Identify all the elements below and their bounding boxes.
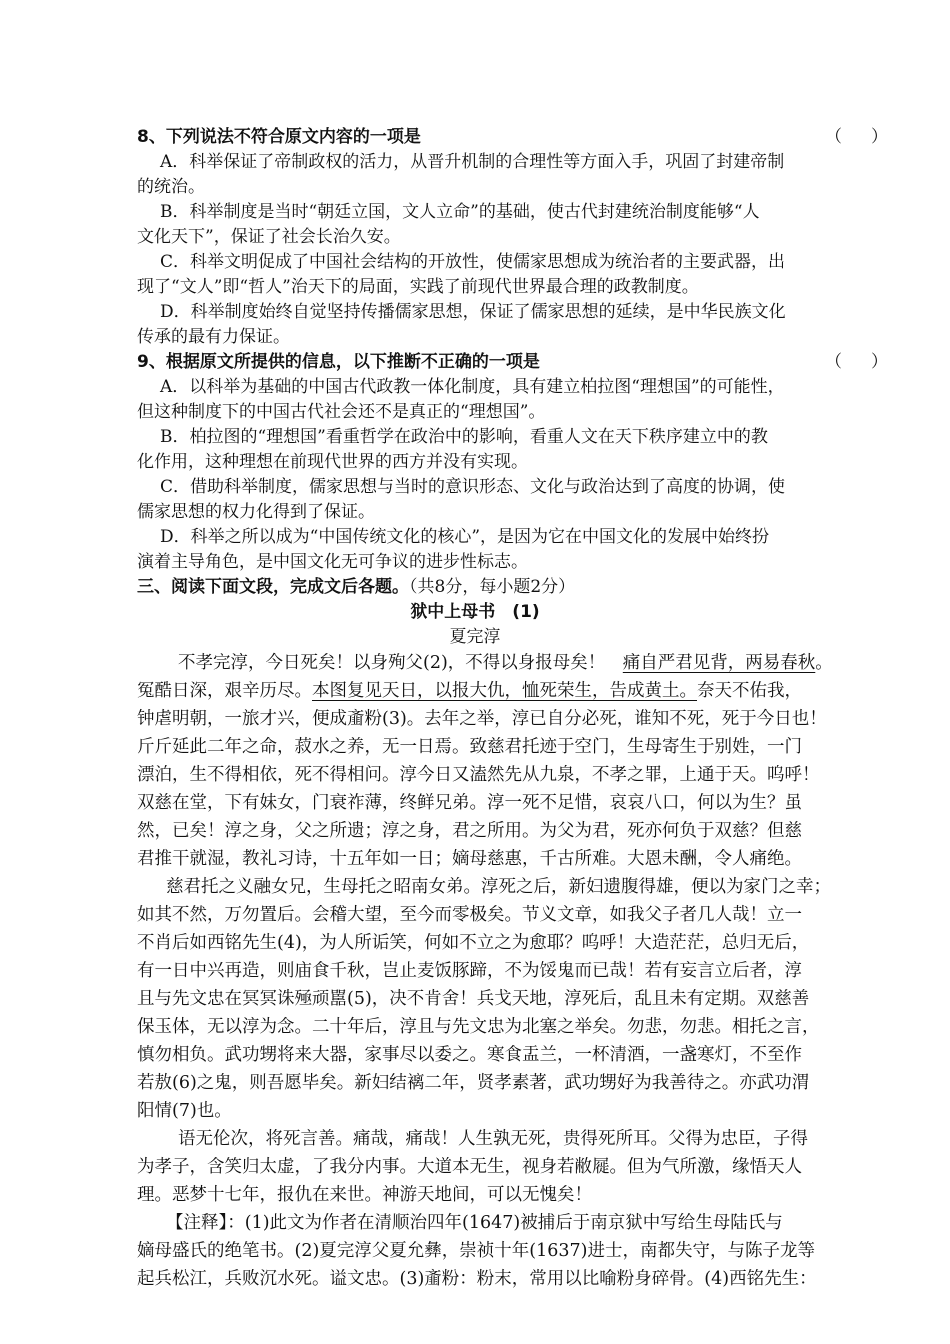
question-9-stem xyxy=(137,350,894,375)
question-8-answer-blank: （ ） xyxy=(825,127,894,147)
paragraph-2-line: 如其不然，万勿置后。会稽大望，至今而零极矣。节义文章，如我父子者几人哉！立一 xyxy=(137,905,802,925)
paragraph-2-line: 保玉体，无以淳为念。二十年后，淳且与先文忠为北塞之举矣。勿悲，勿悲。相托之言， xyxy=(137,1017,820,1037)
section-3-heading xyxy=(137,575,817,600)
paragraph-2-line: 不肖后如西铭先生(4)，为人所诟笑，何如不立之为愈耶？呜呼！大造茫茫，总归无后， xyxy=(137,933,810,953)
underlined-sentence: 本图复见天日，以报大仇，恤死荣生，告成黄土。 xyxy=(312,681,697,701)
question-8-text: 8、下列说法不符合原文内容的一项是 xyxy=(137,127,421,147)
section-3-title: 三、阅读下面文段，完成文后各题。 xyxy=(137,577,409,597)
notes-label: 【注释】： xyxy=(166,1213,245,1233)
paragraph-1-line xyxy=(137,733,817,761)
question-9-answer-blank: （ ） xyxy=(825,352,894,372)
text-run: 冤酷日深，艰辛历尽。 xyxy=(137,681,312,701)
q9-option-b-line2: 化作用，这种理想在前现代世界的西方并没有实现。 xyxy=(137,452,528,472)
q8-option-d-line2: 传承的最有力保证。 xyxy=(137,327,290,347)
paragraph-1-line xyxy=(137,761,820,789)
paragraph-2-line: 慎勿相负。武功甥将来大器，家事尽以委之。寒食盂兰，一杯清酒，一盏寒灯，不至作 xyxy=(137,1045,802,1065)
q8-option-c-line1: C．科举文明促成了中国社会结构的开放性，使儒家思想成为统治者的主要武器，出 xyxy=(160,252,786,272)
underlined-sentence: 痛自严君见背，两易春秋 xyxy=(622,653,816,673)
q8-option-a-line1: A．科举保证了帝制政权的活力，从晋升机制的合理性等方面入手，巩固了封建帝制 xyxy=(160,152,785,172)
text-run: 双慈在堂，下有妹女，门衰祚薄，终鲜兄弟。淳一死不足惜，哀哀八口，何以为生？虽 xyxy=(137,793,802,813)
paragraph-1-line xyxy=(137,705,827,733)
paragraph-2-line: 若敖(6)之鬼，则吾愿毕矣。新妇结褵二年，贤孝素著，武功甥好为我善待之。亦武功渭 xyxy=(137,1073,810,1093)
q9-option-a-line1: A．以科举为基础的中国古代政教一体化制度，具有建立柏拉图“理想国”的可能性， xyxy=(160,377,785,397)
text-run: 斤斤延此二年之命，菽水之养，无一日焉。致慈君托迹于空门，生母寄生于别姓，一门 xyxy=(137,737,802,757)
note-line xyxy=(137,1265,817,1293)
paragraph-2-line: 且与先文忠在冥冥诛殛顽嚚(5)，决不肯舍！兵戈天地，淳死后，乱且未有定期。双慈善 xyxy=(137,989,810,1009)
q9-option-c-line2: 儒家思想的权力化得到了保证。 xyxy=(137,502,375,522)
question-9-text: 9、根据原文所提供的信息，以下推断不正确的一项是 xyxy=(137,352,540,372)
text-run: 君推干就湿，教礼习诗，十五年如一日；嫡母慈惠，千古所难。大恩未酬，令人痛绝。 xyxy=(137,849,802,869)
section-3-score-note: （共8分，每小题2分） xyxy=(409,577,576,597)
q9-option-c-line1: C．借助科举制度，儒家思想与当时的意识形态、文化与政治达到了高度的协调，使 xyxy=(160,477,786,497)
note-text: 起兵松江，兵败沉水死。谥文忠。(3)齑粉：粉末，常用以比喻粉身碎骨。(4)西铭先生： xyxy=(137,1269,817,1289)
q8-option-c-line2: 现了“文人”即“哲人”治天下的局面，实践了前现代世界最合理的政教制度。 xyxy=(137,277,699,297)
note-text: (1)此文为作者在清顺治四年(1647)被捕后于南京狱中写给生母陆氏与 xyxy=(244,1213,783,1233)
text-run: 奈天不佑我， xyxy=(697,681,802,701)
passage-author: 夏完淳 xyxy=(449,627,501,647)
paragraph-2-line: 慈君托之义融女兄，生母托之昭南女弟。淳死之后，新妇遗腹得雄，便以为家门之幸； xyxy=(166,877,831,897)
paragraph-2-line: 有一日中兴再造，则庙食千秋，岂止麦饭豚蹄，不为馁鬼而已哉！若有妄言立后者，淳 xyxy=(137,961,802,981)
paragraph-1-line xyxy=(137,677,817,705)
text-run: 。 xyxy=(815,653,833,673)
text-run: 然，已矣！淳之身，父之所遗；淳之身，君之所用。为父为君，死亦何负于双慈？但慈 xyxy=(137,821,802,841)
q9-option-d-line2: 演着主导角色，是中国文化无可争议的进步性标志。 xyxy=(137,552,528,572)
paragraph-3-line: 语无伦次，将死言善。痛哉，痛哉！人生孰无死，贵得死所耳。父得为忠臣，子得 xyxy=(178,1129,808,1149)
q8-option-a-line2: 的统治。 xyxy=(137,177,205,197)
paragraph-1-line xyxy=(178,649,833,677)
paragraph-3-line: 理。恶梦十七年，报仇在来世。神游天地间，可以无愧矣！ xyxy=(137,1185,592,1205)
note-line xyxy=(137,1237,817,1265)
paragraph-3-line: 为孝子，含笑归太虚，了我分内事。大道本无生，视身若敝屣。但为气所激，缘悟天人 xyxy=(137,1157,802,1177)
q9-option-d-line1: D．科举之所以成为“中国传统文化的核心”，是因为它在中国文化的发展中始终扮 xyxy=(160,527,770,547)
question-8-stem xyxy=(137,125,894,150)
note-line xyxy=(166,1209,816,1237)
paragraph-1-line xyxy=(137,817,817,845)
q8-option-b-line1: B．科举制度是当时“朝廷立国，文人立命”的基础，使古代封建统治制度能够“人 xyxy=(160,202,760,222)
text-run: 不孝完淳，今日死矣！以身殉父(2)，不得以身报母矣！ xyxy=(178,653,623,673)
q9-option-b-line1: B．柏拉图的“理想国”看重哲学在政治中的影响，看重人文在天下秩序建立中的教 xyxy=(160,427,768,447)
text-run: 钟虐明朝，一旅才兴，便成齑粉(3)。去年之举，淳已自分必死，谁知不死，死于今日也！ xyxy=(137,709,827,729)
passage-title: 狱中上母书 (1) xyxy=(410,602,540,622)
q9-option-a-line2: 但这种制度下的中国古代社会还不是真正的“理想国”。 xyxy=(137,402,546,422)
note-text: 嫡母盛氏的绝笔书。(2)夏完淳父夏允彝，崇祯十年(1637)进士，南都失守，与陈子龙等 xyxy=(137,1241,815,1261)
paragraph-1-line xyxy=(137,845,817,873)
q8-option-b-line2: 文化天下”，保证了社会长治久安。 xyxy=(137,227,401,247)
paragraph-1-line xyxy=(137,789,817,817)
text-run: 漂泊，生不得相依，死不得相问。淳今日又溘然先从九泉，不孝之罪，上通于天。呜呼！ xyxy=(137,765,820,785)
paragraph-2-line: 阳情(7)也。 xyxy=(137,1101,232,1121)
q8-option-d-line1: D．科举制度始终自觉坚持传播儒家思想，保证了儒家思想的延续，是中华民族文化 xyxy=(160,302,786,322)
